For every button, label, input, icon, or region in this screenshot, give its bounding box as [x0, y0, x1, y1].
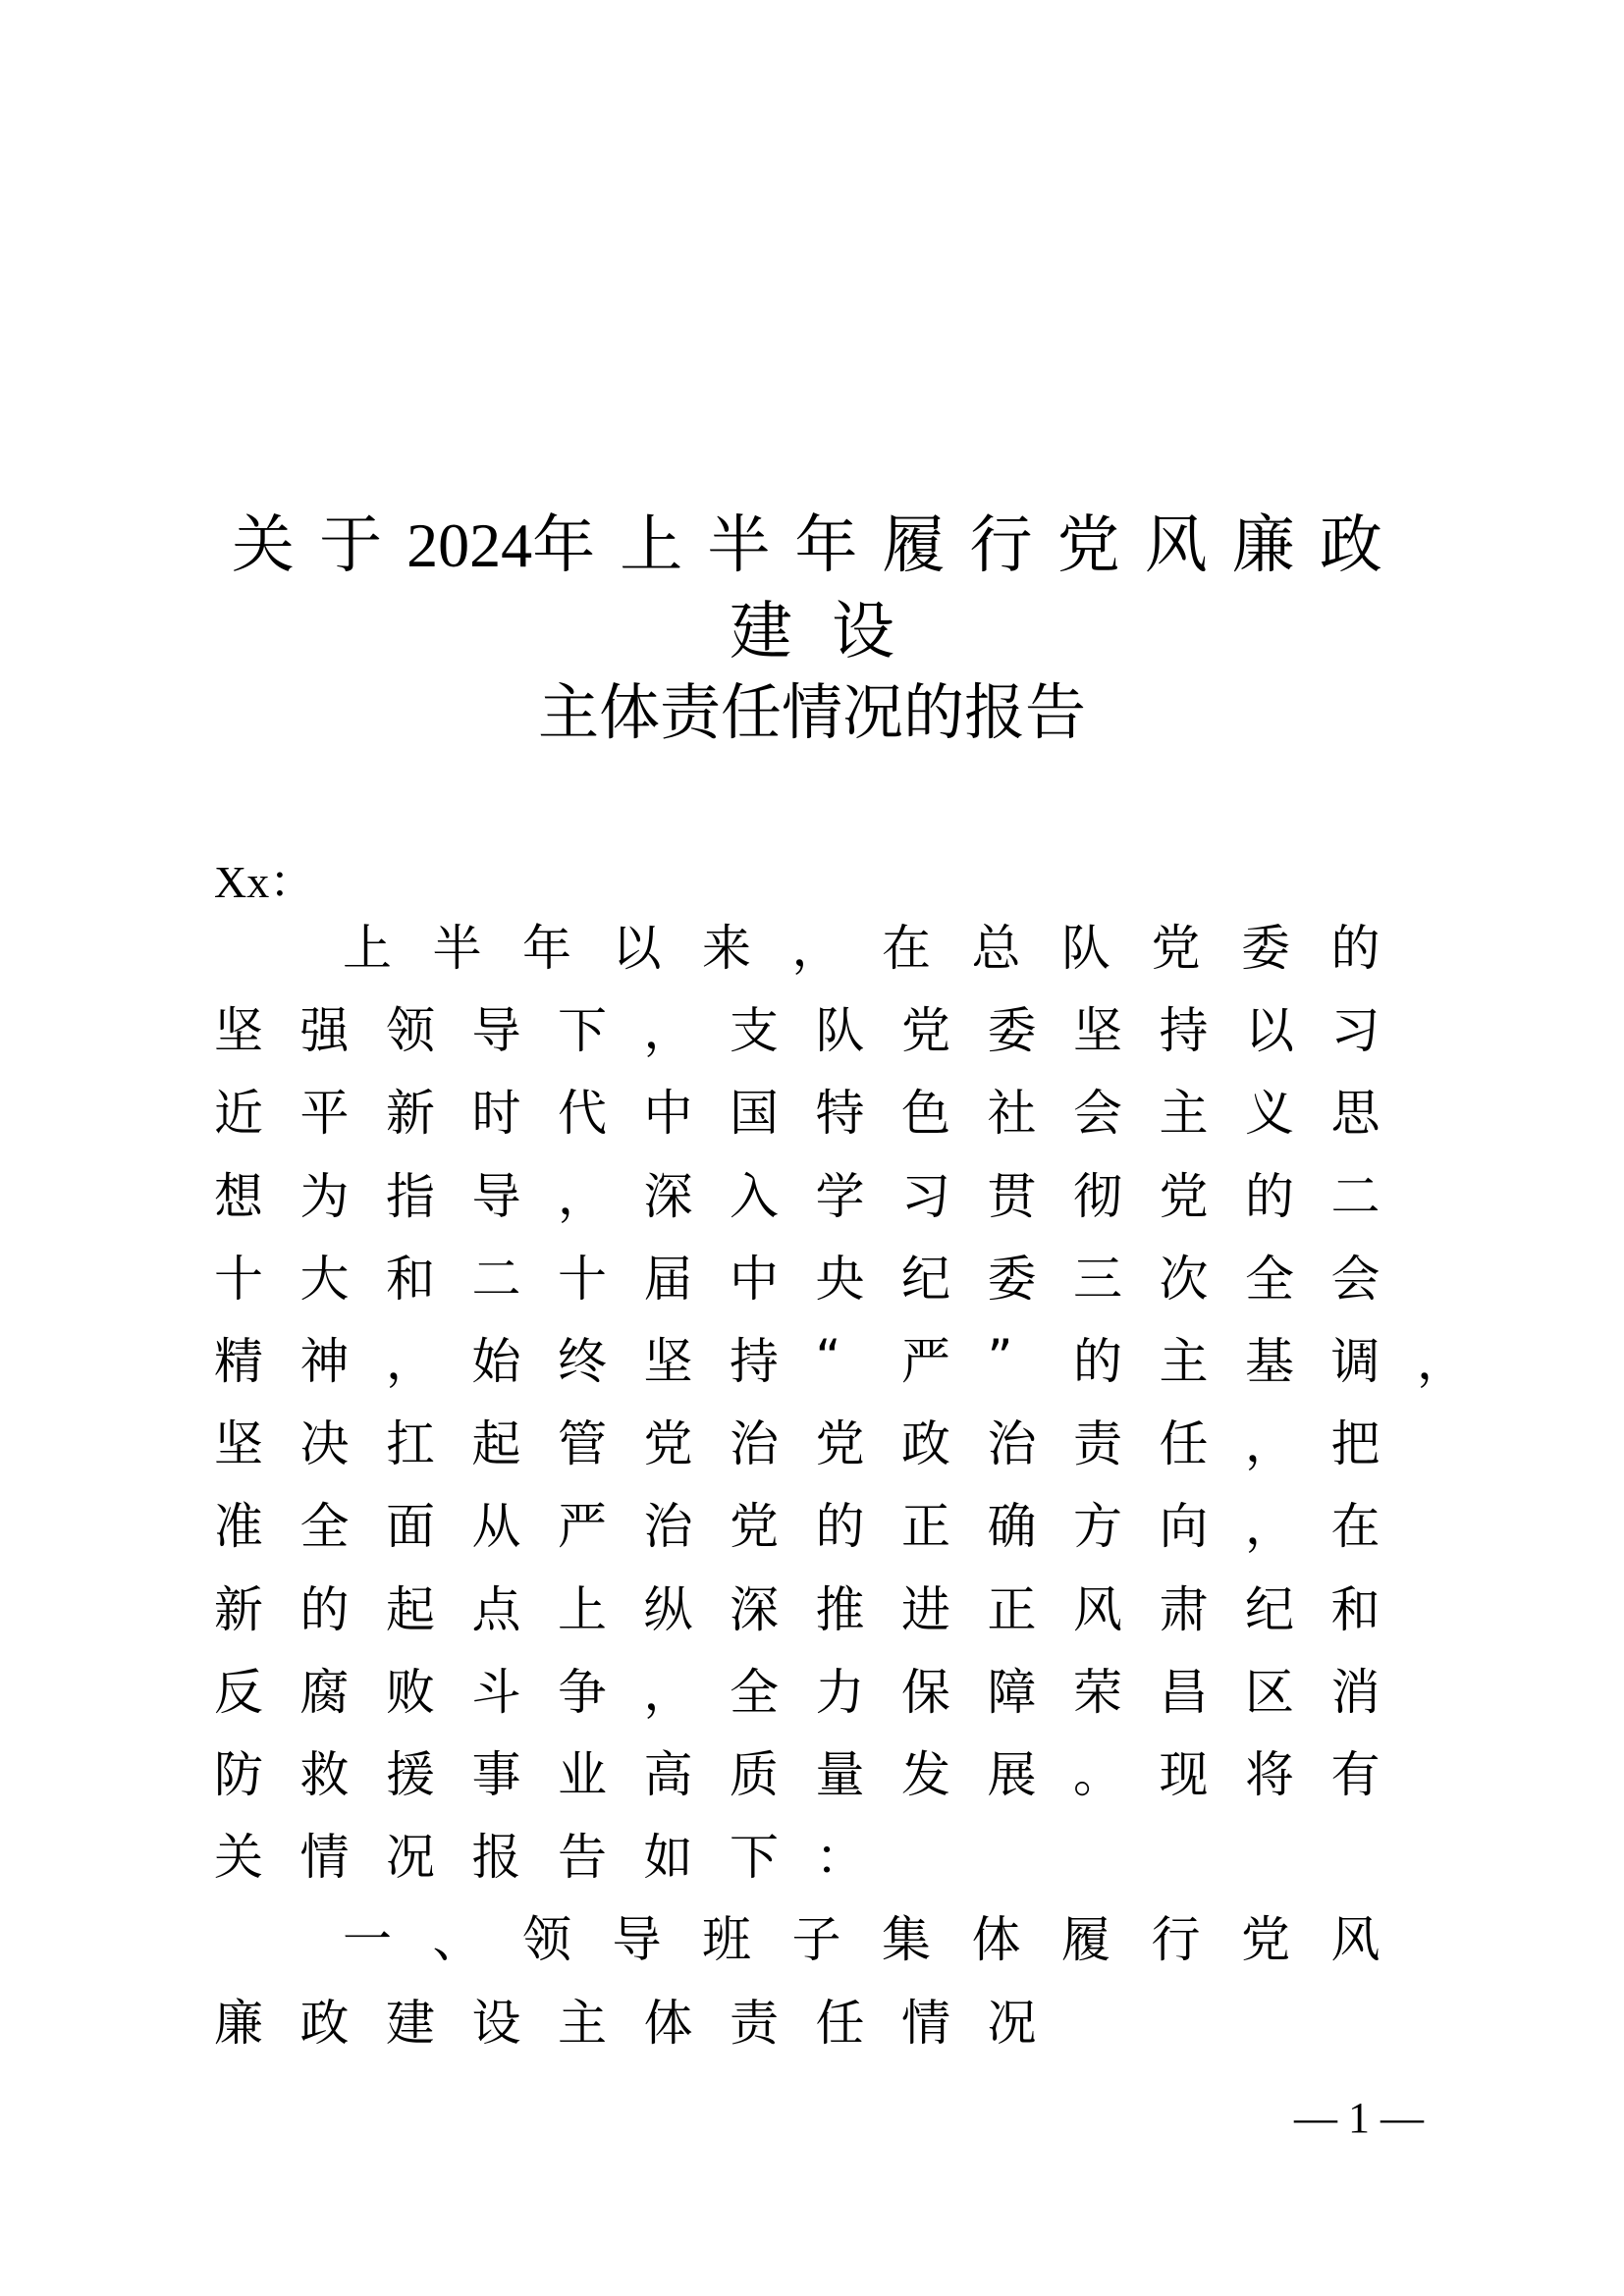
title-token: 上 — [620, 509, 683, 582]
page-number: — 1 — — [1294, 2094, 1424, 2142]
title-token: 行 — [969, 509, 1033, 582]
body-line: 廉 政 建 设 主 体 责 任 情 况 — [214, 1994, 1037, 2052]
body-line: 一 、 领 导 班 子 集 体 履 行 党 风 — [343, 1911, 1380, 1969]
body-line: 反 腐 败 斗 争 ， 全 力 保 障 荣 昌 区 消 — [214, 1663, 1380, 1721]
salutation: Xx： — [214, 857, 315, 907]
body-line: 十 大 和 二 十 届 中 央 纪 委 三 次 全 会 — [214, 1250, 1380, 1308]
body-line: 准 全 面 从 严 治 党 的 正 确 方 向 ， 在 — [214, 1498, 1380, 1556]
body-line: 坚 决 扛 起 管 党 治 党 政 治 责 任 ， 把 — [214, 1415, 1380, 1473]
body-line: 坚 强 领 导 下 ， 支 队 党 委 坚 持 以 习 — [214, 1002, 1380, 1060]
title-token: 半 — [707, 509, 771, 582]
title-token: 关 — [232, 509, 295, 582]
body-line: 想 为 指 导 ， 深 入 学 习 贯 彻 党 的 二 — [214, 1167, 1380, 1225]
title-token: 廉 — [1231, 509, 1295, 582]
body-line: 新 的 起 点 上 纵 深 推 进 正 风 肃 纪 和 — [214, 1580, 1380, 1638]
title-token: 履 — [882, 509, 946, 582]
document-title-line-3: 主体责任情况的报告 — [537, 676, 1086, 748]
title-token: 风 — [1144, 509, 1208, 582]
title-token: 政 — [1319, 509, 1382, 582]
body-line: 精 神 ， 始 终 坚 持 “ 严 ” 的 主 基 调 ， — [214, 1329, 1466, 1390]
title-token: 于 — [319, 509, 383, 582]
title-token-year: 2024年 — [406, 510, 596, 580]
document-title-line-2: 建设 — [730, 596, 934, 668]
title-token: 年 — [794, 509, 858, 582]
body-line: 关 情 况 报 告 如 下 ： — [214, 1829, 865, 1887]
body-line: 近 平 新 时 代 中 国 特 色 社 会 主 义 思 — [214, 1085, 1380, 1143]
title-token: 党 — [1056, 509, 1120, 582]
document-title-line-1 — [232, 501, 1382, 582]
body-line: 防 救 援 事 业 高 质 量 发 展 。 现 将 有 — [214, 1746, 1380, 1803]
body-line: 上 半 年 以 来 ， 在 总 队 党 委 的 — [343, 920, 1380, 977]
